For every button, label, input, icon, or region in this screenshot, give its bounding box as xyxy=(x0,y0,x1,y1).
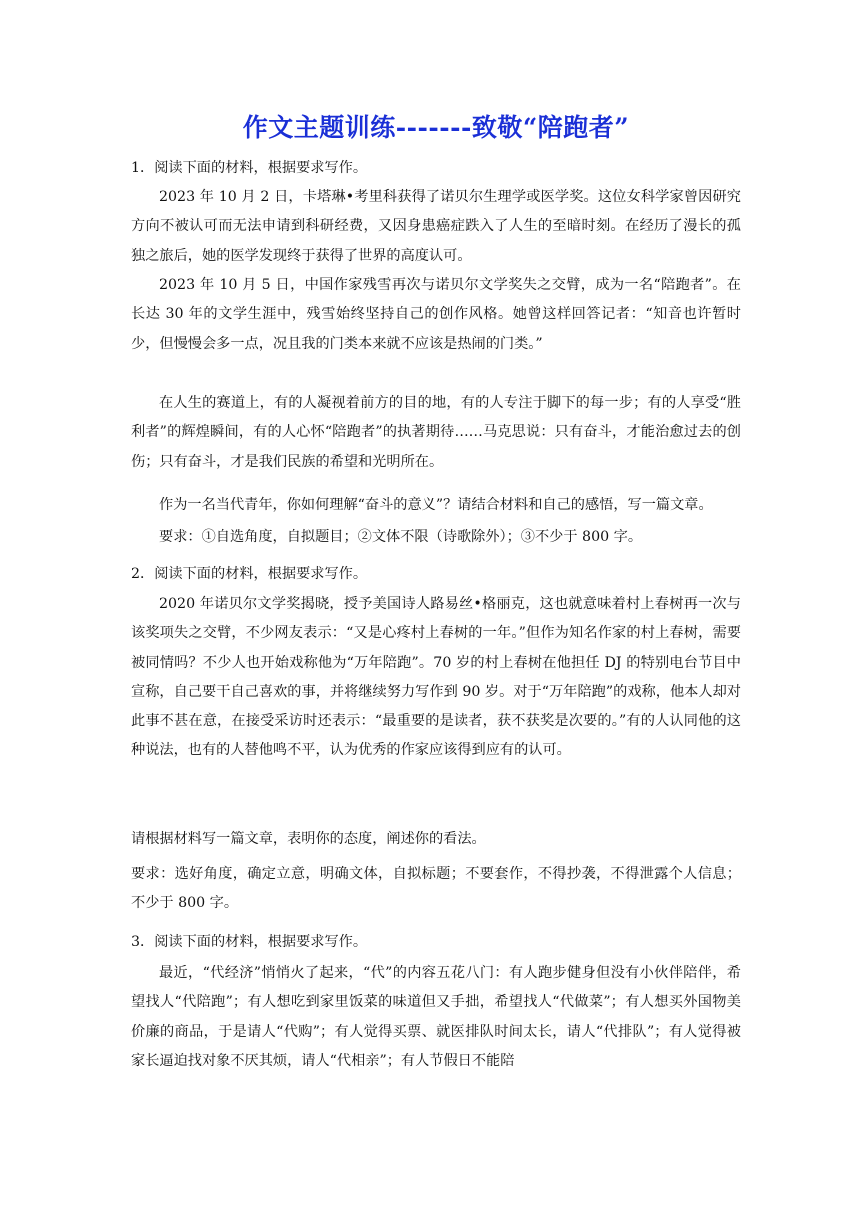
q1-paragraph-1: 2023 年 10 月 2 日，卡塔琳•考里科获得了诺贝尔生理学或医学奖。这位女科学家曾因研究方向不被认可而无法申请到科研经费，又因身患癌症跌入了人生的至暗时刻。在经历了漫长的孤独之旅后，她的医学发现终于获得了世界的高度认可。 xyxy=(131,189,741,264)
q3-heading: 3．阅读下面的材料，根据要求写作。 xyxy=(131,934,368,950)
q1-paragraph-4: 作为一名当代青年，你如何理解“奋斗的意义”？请结合材料和自己的感悟，写一篇文章。 xyxy=(159,497,713,513)
q2-requirements: 要求：选好角度，确定立意，明确文体，自拟标题；不要套作，不得抄袭，不得泄露个人信息；不少于 800 字。 xyxy=(131,866,741,912)
q1-heading: 1．阅读下面的材料，根据要求写作。 xyxy=(131,160,368,176)
q1-paragraph-2: 2023 年 10 月 5 日，中国作家残雪再次与诺贝尔文学奖失之交臂，成为一名“陪跑者”。在长达 30 年的文学生涯中，残雪始终坚持自己的创作风格。她曾这样回答记者：“知音也许暂时少，但慢慢会多一点，况且我的门类本来就不应该是热闹的门类。” xyxy=(131,277,741,352)
q1-paragraph-3: 在人生的赛道上，有的人凝视着前方的目的地，有的人专注于脚下的每一步；有的人享受“胜利者”的辉煌瞬间，有的人心怀“陪跑者”的执著期待……马克思说：只有奋斗，才能治愈过去的创伤；只有奋斗，才是我们民族的希望和光明所在。 xyxy=(131,395,741,470)
q1-requirements: 要求：①自选角度，自拟题目；②文体不限（诗歌除外）；③不少于 800 字。 xyxy=(159,529,643,545)
q2-heading: 2．阅读下面的材料，根据要求写作。 xyxy=(131,566,368,582)
q3-paragraph-1: 最近，“代经济”悄悄火了起来，“代”的内容五花八门：有人跑步健身但没有小伙伴陪伴，希望找人“代陪跑”；有人想吃到家里饭菜的味道但又手拙，希望找人“代做菜”；有人想买外国物美价廉的商品，于是请人“代购”；有人觉得买票、就医排队时间太长，请人“代排队”；有人觉得被家长逼迫找对象不厌其烦，请人“代相亲”；有人节假日不能陪 xyxy=(131,965,741,1069)
q2-paragraph-2: 请根据材料写一篇文章，表明你的态度，阐述你的看法。 xyxy=(131,831,486,847)
document-title: 作文主题训练-------致敬“陪跑者” xyxy=(242,113,630,142)
q2-paragraph-1: 2020 年诺贝尔文学奖揭晓，授予美国诗人路易丝•格丽克，这也就意味着村上春树再一次与该奖项失之交臂，不少网友表示：“又是心疼村上春树的一年。”但作为知名作家的村上春树，需要被同情吗？不少人也开始戏称他为“万年陪跑”。70 岁的村上春树在他担任 DJ 的特别电台节目中宣称，自己要干自己喜欢的事，并将继续努力写作到 90 岁。对于“万年陪跑”的戏称，他本人却对此事不甚在意，在接受采访时还表示：“最重要的是读者，获不获奖是次要的。”有的人认同他的这种说法，也有的人替他鸣不平，认为优秀的作家应该得到应有的认可。 xyxy=(131,596,741,759)
